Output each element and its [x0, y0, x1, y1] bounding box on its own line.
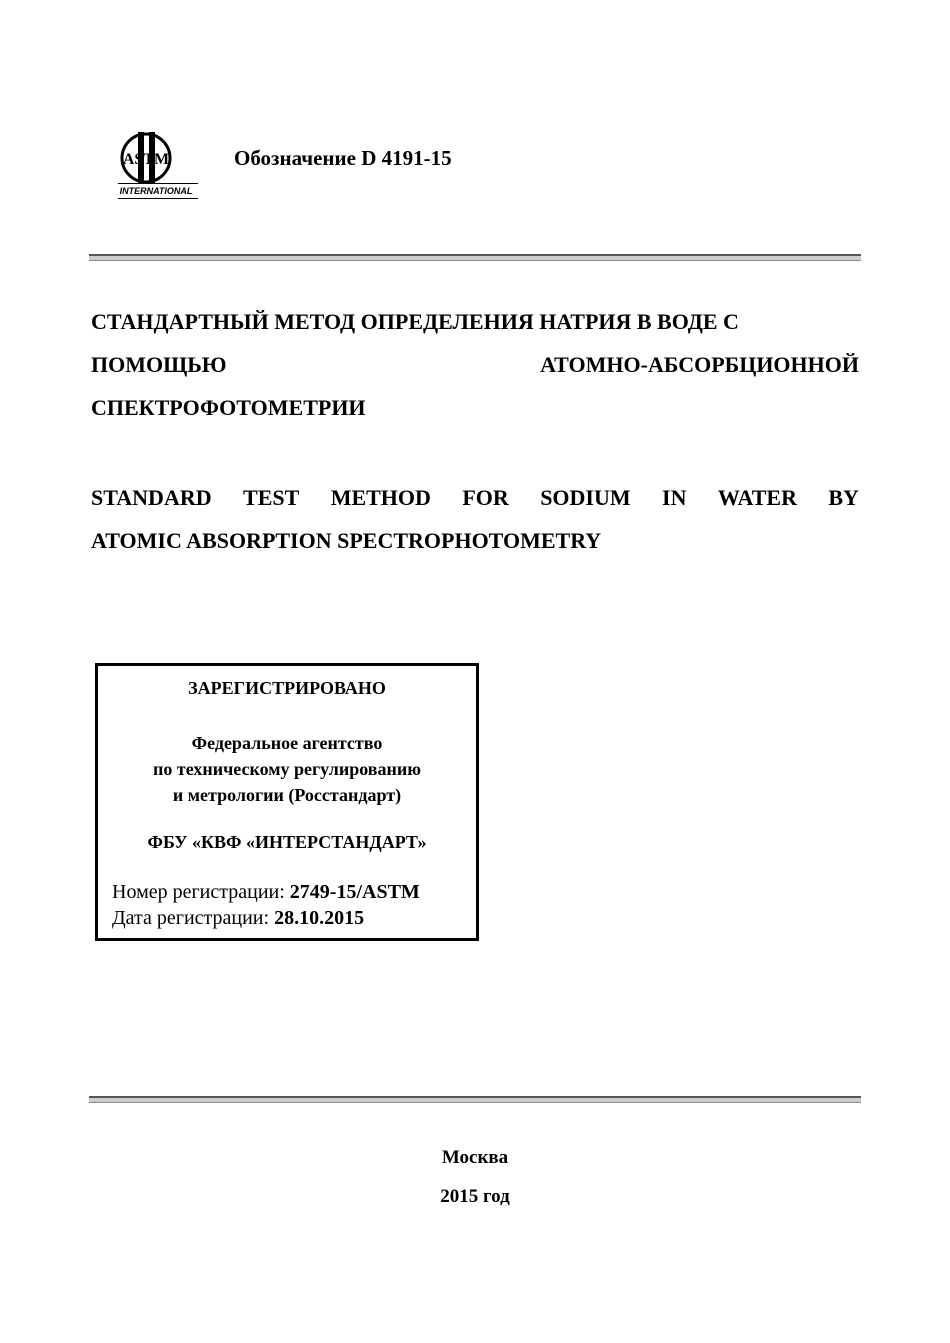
title-english — [91, 476, 859, 562]
designation: Обозначение D 4191-15 — [234, 146, 452, 170]
title-en-word: BY — [828, 485, 859, 510]
bottom-divider — [89, 1096, 861, 1103]
logo-caption: INTERNATIONAL — [119, 186, 193, 196]
city: Москва — [441, 1147, 509, 1168]
title-en-line2: ATOMIC ABSORPTION SPECTROPHOTOMETRY — [91, 528, 602, 553]
title-ru-line1: СТАНДАРТНЫЙ МЕТОД ОПРЕДЕЛЕНИЯ НАТРИЯ В ВОДЕ С — [91, 309, 739, 334]
title-en-word: IN — [662, 485, 687, 510]
title-en-word: TEST — [243, 485, 300, 510]
title-russian — [91, 300, 859, 429]
registration-agency — [98, 730, 476, 808]
astm-logo-icon — [108, 128, 200, 202]
title-en-word: METHOD — [330, 485, 431, 510]
registration-date-label: Дата регистрации: — [112, 907, 275, 929]
year: 2015 год — [440, 1186, 510, 1207]
registration-stamp — [95, 663, 479, 941]
registration-number — [112, 881, 420, 904]
title-en-word: WATER — [717, 485, 797, 510]
title-en-line1 — [91, 476, 859, 519]
title-ru-line2-right: АТОМНО-АБСОРБЦИОННОЙ — [540, 352, 859, 377]
agency-line1: Федеральное агентство — [191, 733, 383, 753]
registration-number-value: 2749-15/ASTM — [289, 881, 420, 903]
registration-organization: ФБУ «КВФ «ИНТЕРСТАНДАРТ» — [147, 832, 427, 852]
svg-text:ASTM: ASTM — [122, 151, 170, 168]
top-divider — [89, 254, 861, 261]
registration-heading: ЗАРЕГИСТРИРОВАНО — [188, 678, 386, 698]
title-ru-line2-left: ПОМОЩЬЮ — [91, 352, 227, 377]
registration-date — [112, 907, 364, 930]
title-ru-line2 — [91, 343, 859, 386]
registration-number-label: Номер регистрации: — [112, 881, 290, 903]
title-en-word: SODIUM — [540, 485, 631, 510]
title-ru-line3: СПЕКТРОФОТОМЕТРИИ — [91, 395, 366, 420]
title-en-word: FOR — [462, 485, 509, 510]
title-en-word: STANDARD — [91, 485, 212, 510]
agency-line3: и метрологии (Росстандарт) — [172, 785, 402, 805]
registration-date-value: 28.10.2015 — [274, 907, 365, 929]
agency-line2: по техническому регулированию — [153, 759, 421, 779]
astm-logo — [108, 128, 200, 202]
